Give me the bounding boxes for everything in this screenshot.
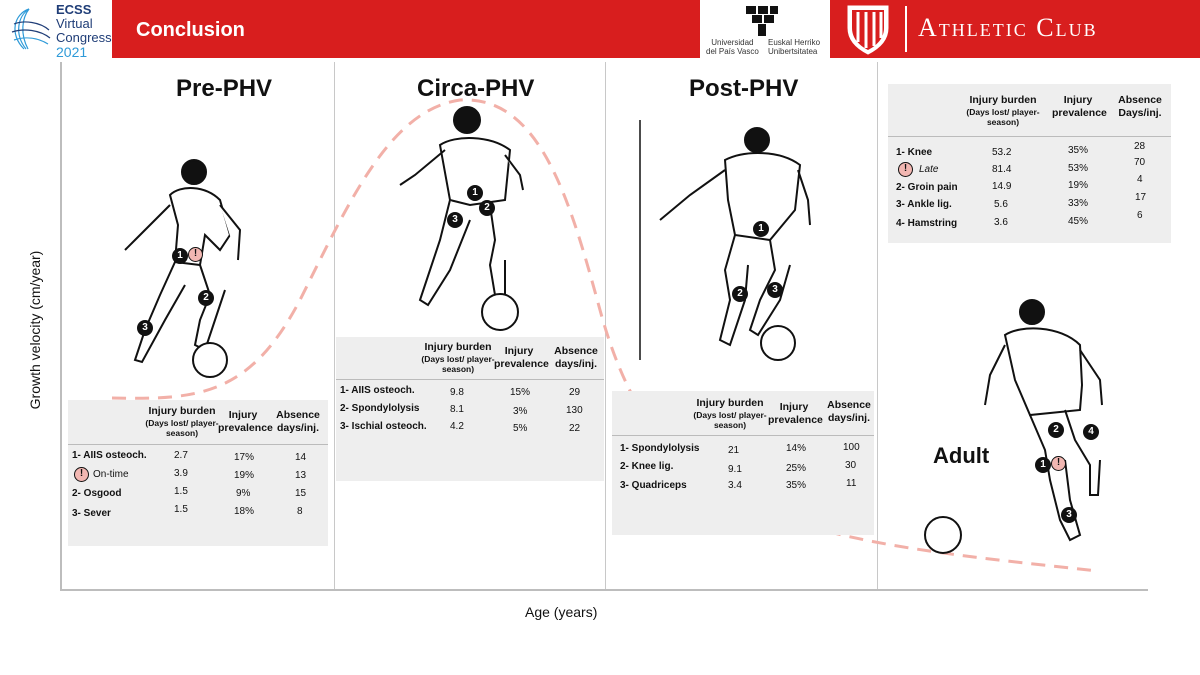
- cell-absence: 17: [1135, 192, 1147, 203]
- header-absence: Absence days/inj.: [827, 399, 871, 424]
- marker-2-pre: 2: [198, 290, 214, 306]
- warning-icon-on-time: !: [74, 467, 89, 482]
- header-burden-label: Injury burden: [148, 405, 216, 417]
- marker-2-circa: 2: [479, 200, 495, 216]
- cell-absence: 130: [566, 405, 583, 416]
- cell-absence: 4: [1137, 174, 1143, 185]
- row-label: 1- Knee: [896, 147, 933, 158]
- header-burden: [690, 397, 770, 430]
- header-burden: [960, 94, 1046, 127]
- header-burden-label: Injury burden: [969, 94, 1037, 106]
- header-burden-sub: (Days lost/ player-season): [693, 410, 767, 430]
- header-absence: Absence days/inj.: [276, 409, 320, 434]
- cell-burden: 4.2: [450, 421, 464, 432]
- header-burden: [142, 405, 222, 438]
- cell-burden: 8.1: [450, 404, 464, 415]
- cell-prevalence: 15%: [510, 387, 531, 398]
- header-prevalence: Injury prevalence: [218, 409, 273, 434]
- header-burden-sub: (Days lost/ player-season): [145, 418, 219, 438]
- marker-2-adult: 2: [1048, 422, 1064, 438]
- cell-burden: 1.5: [174, 504, 188, 515]
- cell-prevalence: 18%: [234, 506, 255, 517]
- cell-absence: 30: [845, 460, 857, 471]
- y-axis-label: Growth velocity (cm/year): [27, 250, 43, 410]
- cell-burden: 9.8: [450, 387, 464, 398]
- cell-absence: 14: [295, 452, 307, 463]
- header-divider: [612, 435, 874, 436]
- cell-prevalence: 19%: [1068, 180, 1089, 191]
- marker-3-adult: 3: [1061, 507, 1077, 523]
- row-label: 3- Ankle lig.: [896, 199, 952, 210]
- ecss-virtual: Virtual: [56, 16, 93, 31]
- marker-3-circa: 3: [447, 212, 463, 228]
- row-label: 1- Spondylolysis: [620, 443, 700, 454]
- row-label: 2- Spondylolysis: [340, 403, 420, 414]
- marker-1-adult: 1: [1035, 457, 1051, 473]
- cell-prevalence: 19%: [234, 470, 255, 481]
- ecss-year: 2021: [56, 44, 88, 60]
- row-label: 3- Ischial osteoch.: [340, 421, 427, 432]
- marker-2-post: 2: [732, 286, 748, 302]
- table-post-phv: [612, 391, 874, 535]
- cell-prevalence: 35%: [1068, 145, 1089, 156]
- row-label: 4- Hamstring: [896, 218, 958, 229]
- header-burden-label: Injury burden: [424, 341, 492, 353]
- ecss-name: ECSS: [56, 2, 92, 17]
- header-divider: [68, 444, 328, 445]
- cell-burden: 53.2: [992, 147, 1012, 158]
- cell-prevalence: 45%: [1068, 216, 1089, 227]
- row-label: 1- AIIS osteoch.: [72, 450, 147, 461]
- cell-prevalence: 9%: [236, 488, 251, 499]
- page-title: Conclusion: [136, 19, 245, 41]
- marker-1-circa: 1: [467, 185, 483, 201]
- row-label: On-time: [93, 469, 129, 480]
- marker-1-pre: 1: [172, 248, 188, 264]
- cell-absence: 100: [843, 442, 860, 453]
- cell-burden: 3.9: [174, 468, 188, 479]
- cell-absence: 13: [295, 470, 307, 481]
- cell-burden: 5.6: [994, 199, 1008, 210]
- cell-burden: 1.5: [174, 486, 188, 497]
- marker-3-post: 3: [767, 282, 783, 298]
- player-post-phv-figure: [640, 120, 810, 360]
- club-name: Athletic Club: [918, 13, 1098, 42]
- row-label: 3- Sever: [72, 508, 111, 519]
- upv-name-eu: Euskal Herriko Unibertsitatea: [768, 38, 821, 56]
- cell-prevalence: 33%: [1068, 198, 1089, 209]
- row-label: 2- Knee lig.: [620, 461, 674, 472]
- cell-burden: 3.6: [994, 217, 1008, 228]
- table-adult: [888, 84, 1171, 243]
- row-label: Late: [919, 164, 939, 175]
- cell-burden: 2.7: [174, 450, 188, 461]
- cell-absence: 11: [846, 478, 857, 489]
- cell-prevalence: 25%: [786, 463, 807, 474]
- phase-title-post: Post-PHV: [689, 75, 799, 102]
- header-burden-sub: (Days lost/ player-season): [966, 107, 1040, 127]
- row-label: 1- AIIS osteoch.: [340, 385, 415, 396]
- cell-prevalence: 5%: [513, 423, 528, 434]
- table-pre-phv: [68, 400, 328, 546]
- cell-prevalence: 35%: [786, 480, 807, 491]
- marker-4-adult: 4: [1083, 424, 1099, 440]
- header-divider: [888, 136, 1171, 137]
- row-label: 3- Quadriceps: [620, 480, 687, 491]
- cell-absence: 29: [569, 387, 581, 398]
- cell-prevalence: 3%: [513, 406, 528, 417]
- table-circa-phv: [336, 337, 604, 481]
- cell-absence: 8: [297, 506, 303, 517]
- cell-absence: 28: [1134, 141, 1146, 152]
- header-prevalence: Injury prevalence: [1052, 94, 1107, 119]
- warning-icon-late: !: [898, 162, 913, 177]
- cell-burden: 9.1: [728, 464, 742, 475]
- header-burden-label: Injury burden: [696, 397, 764, 409]
- phase-title-adult: Adult: [933, 443, 990, 468]
- warning-icon-adult: !: [1051, 456, 1066, 471]
- row-label: 2- Osgood: [72, 488, 122, 499]
- marker-3-pre: 3: [137, 320, 153, 336]
- row-label: 2- Groin pain: [896, 182, 958, 193]
- cell-prevalence: 17%: [234, 452, 255, 463]
- header-prevalence: Injury prevalence: [768, 401, 823, 426]
- cell-absence: 15: [295, 488, 307, 499]
- cell-prevalence: 53%: [1068, 163, 1089, 174]
- cell-burden: 81.4: [992, 164, 1012, 175]
- phase-title-pre: Pre-PHV: [176, 75, 273, 102]
- cell-burden: 3.4: [728, 480, 742, 491]
- header-absence: Absence days/inj.: [554, 345, 598, 370]
- header-divider: [336, 379, 604, 380]
- header-absence: Absence Days/inj.: [1118, 94, 1162, 119]
- upv-name-es: Universidad del País Vasco: [706, 38, 759, 56]
- x-axis-label: Age (years): [525, 604, 598, 620]
- cell-absence: 6: [1137, 210, 1143, 221]
- marker-1-post: 1: [753, 221, 769, 237]
- header-prevalence: Injury prevalence: [494, 345, 549, 370]
- cell-absence: 22: [569, 423, 581, 434]
- cell-prevalence: 14%: [786, 443, 807, 454]
- header-burden-sub: (Days lost/ player-season): [421, 354, 495, 374]
- cell-burden: 21: [728, 445, 740, 456]
- ecss-congress: Congress: [56, 30, 112, 45]
- phase-title-circa: Circa-PHV: [417, 75, 535, 102]
- warning-icon-pre: !: [188, 247, 203, 262]
- cell-absence: 70: [1134, 157, 1146, 168]
- cell-burden: 14.9: [992, 181, 1012, 192]
- header-burden: [418, 341, 498, 374]
- player-pre-phv-figure: [125, 160, 240, 377]
